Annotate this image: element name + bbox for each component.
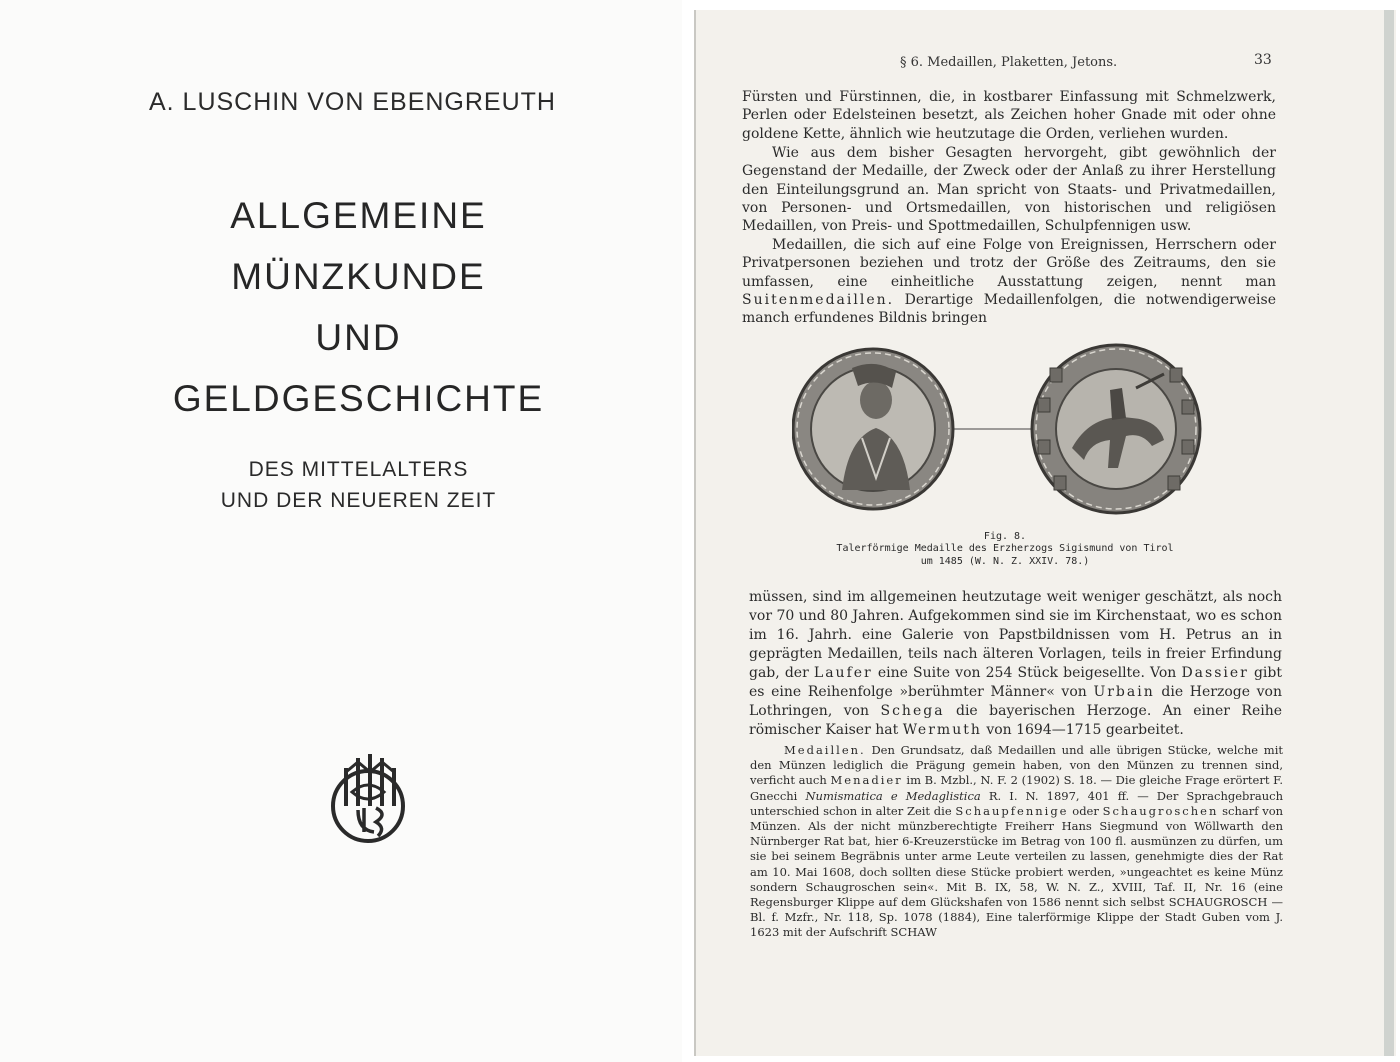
page-number: 33: [1254, 52, 1272, 68]
name-wermuth: Wermuth: [902, 722, 982, 738]
term-schaupfennige: Schaupfennige: [955, 803, 1069, 818]
name-dassier: Dassier: [1181, 665, 1249, 681]
subtitle-line-1: DES MITTELALTERS: [248, 458, 469, 481]
figure-caption-line-1: Talerförmige Medaille des Erzherzogs Sigismund von Tirol: [836, 543, 1174, 554]
paragraph-3: [742, 236, 1276, 327]
figure-coins: [792, 328, 1230, 530]
coin-reverse-horseman-icon: [1032, 345, 1200, 513]
page-edge: [1384, 10, 1394, 1056]
title-line-1: ALLGEMEINE: [230, 195, 487, 236]
paragraph-1: Fürsten und Fürstinnen, die, in kostbarer Einfassung mit Schmelzwerk, Perlen oder Edelsteinen besetzt, als Zeichen hoher Gnade mit oder ohne goldene Kette, ähnlich wie heutzutage die Orden, verliehen wurden.: [742, 89, 1276, 142]
footnote-italic-title: Numismatica e Medaglistica: [805, 788, 981, 803]
subtitle-line-2: UND DER NEUEREN ZEIT: [220, 489, 497, 512]
paragraph-4-text-e: die bayerischen Herzoge. An einer Reihe römischer Kaiser hat: [749, 703, 1283, 738]
footnote-block: [750, 743, 1283, 941]
book-gutter: [682, 0, 694, 1062]
footnote-text-a: Den Grundsatz, daß Medaillen und alle übrigen Stücke, welche mit den Münzen lediglich die Prägung gemein haben, von den Münzen zu trennen sind, verficht auch: [750, 743, 1283, 788]
paragraph-4-text-b: eine Suite von 254 Stück beigesellte. Von: [877, 665, 1177, 681]
title-line-2: MÜNZKUNDE: [231, 256, 486, 297]
title-line-4: GELDGESCHICHTE: [172, 378, 545, 419]
name-menadier: Menadier: [830, 773, 903, 788]
author-name: A. LUSCHIN VON EBENGREUTH: [148, 88, 556, 116]
footnote-text-d: oder: [1072, 803, 1099, 818]
publisher-monogram-icon: [328, 748, 410, 844]
paragraph-4-text-d: die Herzoge von Lothringen, von: [749, 684, 1283, 719]
term-suitenmedaillen: Suitenmedaillen.: [742, 291, 895, 308]
paragraph-4-text-c: gibt es eine Reihenfolge »berühmter Männer« von: [749, 665, 1282, 700]
running-head: § 6. Medaillen, Plaketten, Jetons.: [900, 55, 1118, 70]
paragraph-2: Wie aus dem bisher Gesagten hervorgeht, gibt gewöhnlich der Gegenstand der Medaille, der Zweck oder der Anlaß zu ihrer Herstellung den Einteilungsgrund an. Man spricht von Staats- und Privatmedaillen, von Personen- und Ortsmedaillen, von historischen und religiösen Medaillen, von Preis- und Spottmedaillen, Schulpfennigen usw.: [742, 145, 1276, 235]
figure-caption-line-2: um 1485 (W. N. Z. XXIV. 78.): [920, 556, 1090, 567]
title-line-3: UND: [315, 317, 402, 358]
footnote-term: Medaillen.: [784, 743, 866, 757]
paragraph-4: [749, 588, 1282, 740]
footnote-text-c: R. I. N. 1897, 401 ff. — Der Sprachgebrauch unterschied schon in alter Zeit die: [750, 788, 1283, 818]
name-laufer: Laufer: [813, 665, 873, 681]
paragraph-4-text-f: von 1694—1715 gearbeitet.: [986, 722, 1184, 738]
term-schaugroschen: Schaugroschen: [1102, 803, 1219, 818]
name-schega: Schega: [880, 703, 945, 719]
paragraph-3-text-a: Medaillen, die sich auf eine Folge von Ereignissen, Herrschern oder Privatpersonen beziehen und trotz der Größe des Zeitraums, den sie umfassen, eine einheitliche Ausstattung zeigen, nennt man: [742, 237, 1276, 290]
figure-label: Fig. 8.: [983, 531, 1027, 542]
coin-obverse-portrait-icon: [793, 349, 953, 509]
footnote-text-b: im B. Mzbl., N. F. 2 (1902) S. 18. — Die gleiche Frage erörtert F. Gnecchi: [750, 773, 1284, 803]
name-urbain: Urbain: [1093, 684, 1155, 700]
left-page-title: [0, 0, 683, 1062]
paragraph-3-text-b: Derartige Medaillenfolgen, die notwendigerweise manch erfundenes Bildnis bringen: [742, 291, 1276, 327]
footnote-text-e: scharf von Münzen. Als der nicht münzberechtigte Freiherr Hans Siegmund von Wöllwarth den Nürnberger Rat bat, hier 6-Kreuzerstücke im Betrag von 100 fl. ausmünzen zu dürfen, um sie bei seinem Begräbnis unter arme Leute verteilen zu lassen, genehmigte dies der Rat am 10. Mai 1608, doch sollten diese Stücke probiert werden, »ungeachtet es keine Münz sondern Schaugroschen sein«. Mit B. IX, 58, W. N. Z., XVIII, Taf. II, Nr. 16 (eine Regensburger Klippe auf dem Glückshafen von 1586 nennt sich selbst SCHAUGROSCH — Bl. f. Mzfr., Nr. 118, Sp. 1078 (1884), Eine talerförmige Klippe der Stadt Guben vom J. 1623 mit der Aufschrift SCHAW: [750, 803, 1284, 940]
paragraph-4-text-a: müssen, sind im allgemeinen heutzutage weit weniger geschätzt, als noch vor 70 und 80 Jahren. Aufgekommen sind sie im Kirchenstaat, wo es schon im 16. Jahrh. eine Galerie von Papstbildnissen vom H. Petrus an in geprägten Medaillen, teils nach älteren Vorlagen, teils in freier Erfindung gab, der: [749, 589, 1282, 681]
